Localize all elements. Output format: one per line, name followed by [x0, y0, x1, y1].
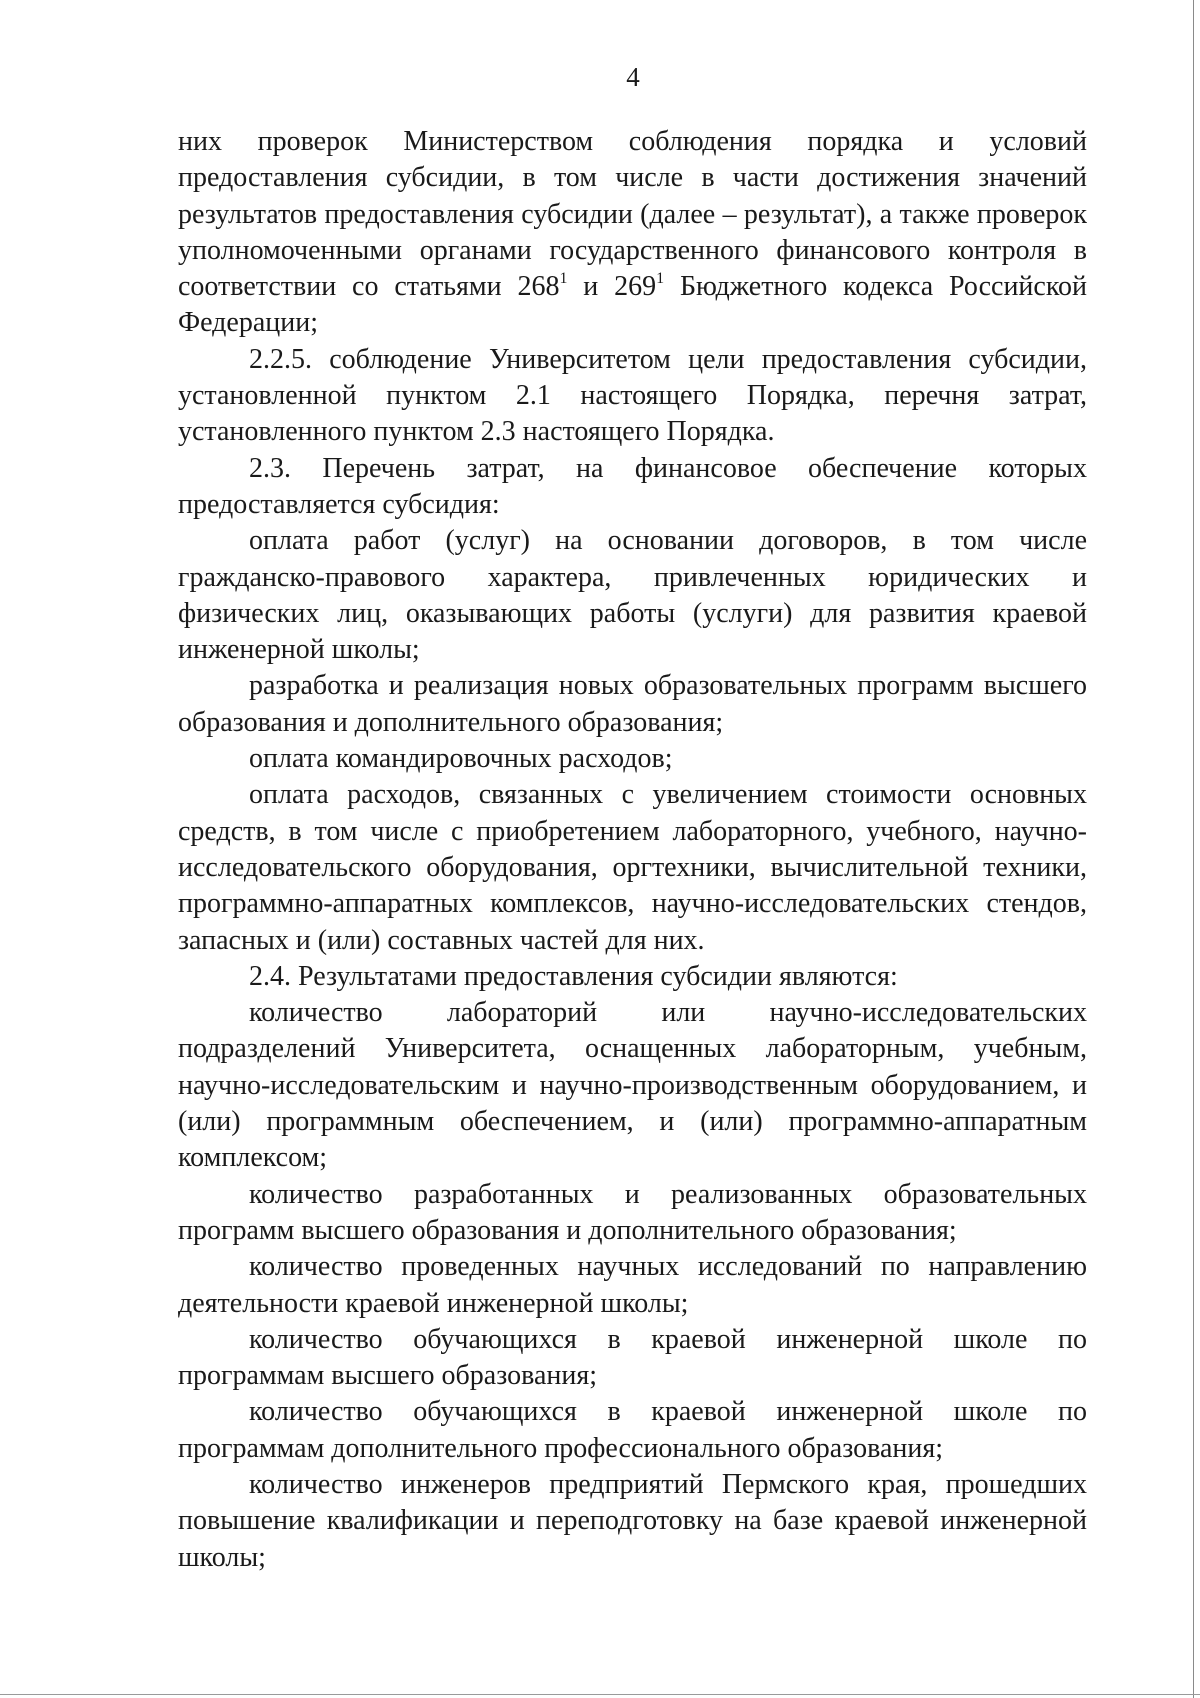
paragraph-text: 2.3. Перечень затрат, на финансовое обеспечение которых предоставляется субсидия: [178, 452, 1087, 520]
paragraph-p14 [178, 1467, 1087, 1576]
paragraph-text: оплата работ (услуг) на основании договоров, в том числе гражданско-правового характера, привлеченных юридических и физических лиц, оказывающих работы (услуги) для развития краевой инженерной школы; [178, 525, 1087, 666]
paragraph-p6 [178, 741, 1087, 777]
paragraph-p7 [178, 777, 1087, 958]
paragraph-p3 [178, 451, 1087, 524]
footnote-superscript: 1 [559, 270, 568, 288]
paragraph-text: количество обучающихся в краевой инженерной школе по программам дополнительного профессионального образования; [178, 1396, 1087, 1464]
paragraph-p10 [178, 1177, 1087, 1250]
paragraph-text: оплата командировочных расходов; [249, 743, 673, 775]
paragraph-text: 2.2.5. соблюдение Университетом цели предоставления субсидии, установленной пунктом 2.1 настоящего Порядка, перечня затрат, установленного пунктом 2.3 настоящего Порядка. [178, 343, 1087, 448]
paragraph-text: количество инженеров предприятий Пермского края, прошедших повышение квалификации и переподготовку на базе краевой инженерной школы; [178, 1468, 1087, 1573]
paragraph-text: разработка и реализация новых образовательных программ высшего образования и дополнительного образования; [178, 670, 1087, 738]
page-number: 4 [626, 62, 640, 92]
paragraph-text: и 269 [567, 271, 657, 303]
paragraph-text: оплата расходов, связанных с увеличением стоимости основных средств, в том числе с приобретением лабораторного, учебного, научно-исследовательского оборудования, оргтехники, вычислительной техники, программно-аппаратных комплексов, научно-исследовательских стендов, запасных и (или) составных частей для них. [178, 779, 1087, 956]
scan-edge-right [1193, 0, 1194, 1698]
footnote-superscript: 1 [656, 270, 665, 288]
paragraph-text: количество лабораторий или научно-исследовательских подразделений Университета, оснащенных лабораторным, учебным, научно-исследовательским и научно-производственным оборудованием, и (или) программным обеспечением, и (или) программно-аппаратным комплексом; [178, 997, 1087, 1174]
document-body [178, 124, 1087, 1576]
paragraph-p12 [178, 1322, 1087, 1395]
paragraph-p11 [178, 1249, 1087, 1322]
paragraph-text: количество обучающихся в краевой инженерной школе по программам высшего образования; [178, 1323, 1087, 1392]
paragraph-text: количество проведенных научных исследований по направлению деятельности краевой инженерной школы; [178, 1251, 1087, 1319]
paragraph-text: них проверок Министерством соблюдения порядка и условий предоставления субсидии, в том числе в части достижения значений результатов предоставления субсидии (далее – результат), а также проверок уполномоченными органами государственного финансового контроля в соответствии со статьями 268 [178, 126, 1087, 303]
paragraph-p8 [178, 959, 1087, 995]
paragraph-p1 [178, 124, 1087, 342]
paragraph-p13 [178, 1394, 1087, 1467]
paragraph-p4 [178, 523, 1087, 668]
paragraph-text: количество разработанных и реализованных образовательных программ высшего образования и дополнительного образования; [178, 1178, 1087, 1246]
paragraph-p2 [178, 342, 1087, 451]
paragraph-text: Бюджетного кодекса Российской Федерации; [178, 271, 1088, 339]
scan-edge-bottom [0, 1694, 1200, 1695]
paragraph-text: 2.4. Результатами предоставления субсидии являются: [249, 960, 898, 992]
paragraph-p5 [178, 668, 1087, 741]
paragraph-p9 [178, 995, 1087, 1176]
